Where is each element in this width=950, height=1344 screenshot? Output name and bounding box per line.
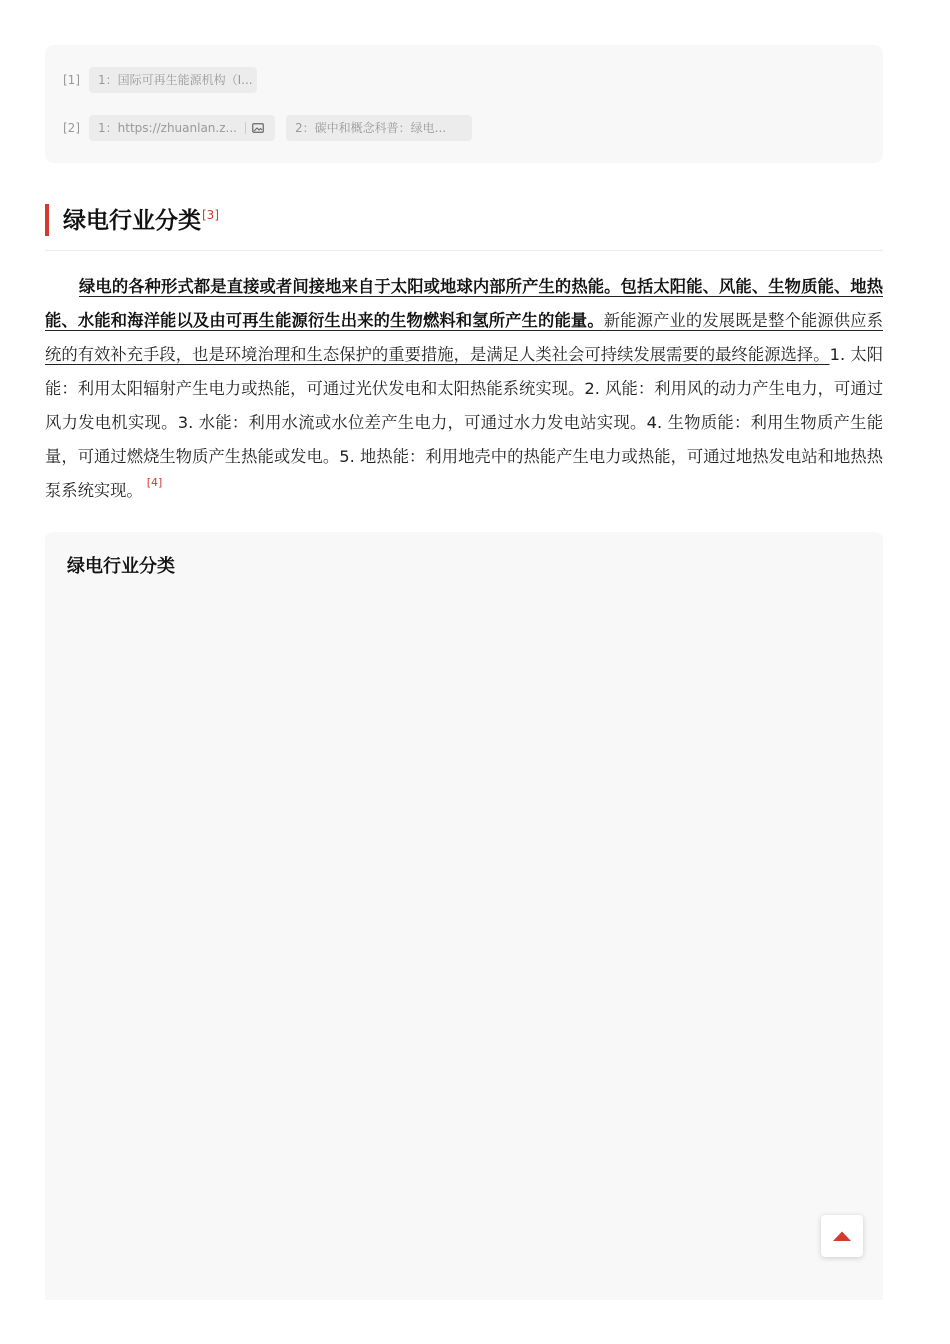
reference-chip[interactable] xyxy=(89,67,257,93)
underlined-text: 新能源产业的发展既是整个能源供应系统的有效补充手段，也是环境治理和生态保护的重要措施，是满足人类社会可持续发展需要的最终能源选择。 xyxy=(45,311,883,364)
body-paragraph xyxy=(45,270,883,508)
back-to-top-button[interactable] xyxy=(821,1215,863,1257)
reference-chip[interactable] xyxy=(286,115,472,141)
citation-link[interactable]: [3] xyxy=(202,208,219,222)
plain-text: 1. 太阳能：利用太阳辐射产生电力或热能，可通过光伏发电和太阳热能系统实现。2. 风能：利用风的动力产生电力，可通过风力发电机实现。3. 水能：利用水流或水位差产生电力，可通过水力发电站实现。4. 生物质能：利用生物质产生能量，可通过燃烧生物质产生热能或发电。5. 地热能：利用地壳中的热能产生电力或热能，可通过地热发电站和地热热泵系统实现。 xyxy=(45,345,883,500)
citation-link[interactable]: [4] xyxy=(146,476,163,489)
reference-chip[interactable] xyxy=(89,115,275,141)
reference-row-1 xyxy=(45,67,257,93)
content-card xyxy=(45,532,883,1300)
reference-row-2 xyxy=(45,115,472,141)
reference-chip-label: 1：https://zhuanlan.z... xyxy=(98,121,237,135)
reference-index: [2] xyxy=(63,121,80,135)
highlighted-text xyxy=(45,277,883,364)
image-icon[interactable] xyxy=(252,123,264,133)
chip-divider xyxy=(245,122,246,134)
caret-up-icon xyxy=(832,1227,852,1246)
card-title: 绿电行业分类 xyxy=(67,556,175,577)
section-heading xyxy=(45,204,883,236)
divider xyxy=(45,250,883,251)
section-title: 绿电行业分类 xyxy=(63,208,201,234)
bold-text: 绿电的各种形式都是直接或者间接地来自于太阳或地球内部所产生的热能。包括太阳能、风能、生物质能、地热能、水能和海洋能以及由可再生能源衍生出来的生物燃料和氢所产生的能量。 xyxy=(45,277,883,330)
reference-chip-label: 2：碳中和概念科普：绿电... xyxy=(295,121,447,135)
reference-index: [1] xyxy=(63,73,80,87)
reference-panel xyxy=(45,45,883,163)
reference-chip-label: 1：国际可再生能源机构（I... xyxy=(98,73,253,87)
